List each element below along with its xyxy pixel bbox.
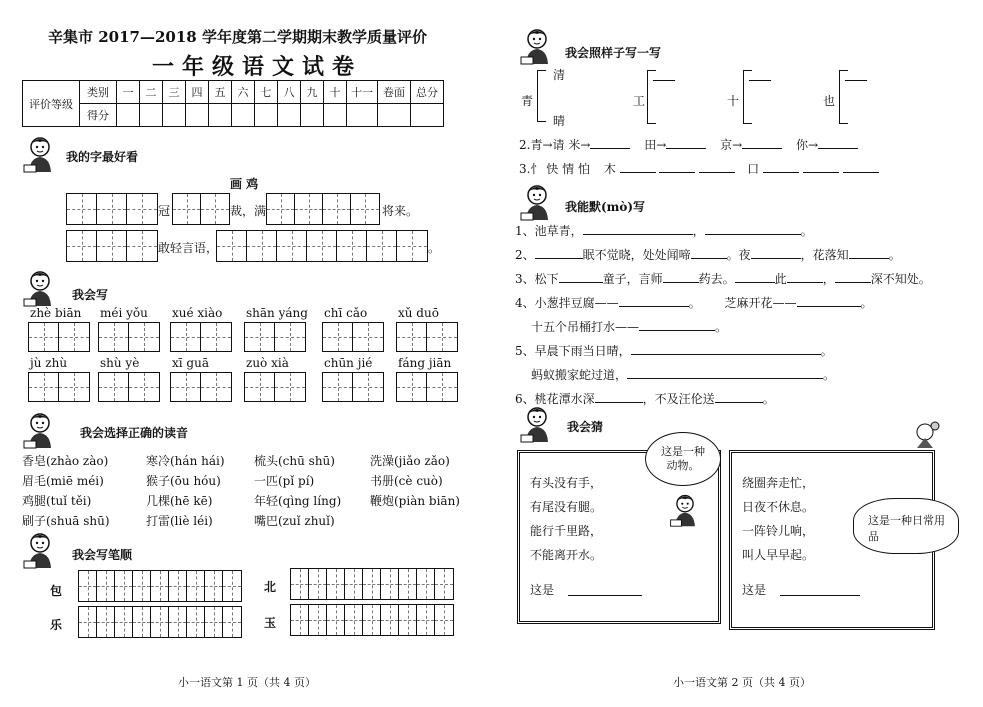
answer-label: 这是 <box>530 583 555 597</box>
stroke-order-char: 北 <box>264 580 277 594</box>
grade-col: 三 <box>163 81 186 104</box>
pronunciation-item[interactable]: 洗澡(jiǎo zǎo) <box>370 454 450 468</box>
recite-line: 十五个吊桶打水—— 。 <box>531 320 728 334</box>
riddle-line: 有尾没有腿。 <box>530 500 603 514</box>
tian-grid[interactable] <box>290 604 454 636</box>
score-cell[interactable] <box>411 104 444 127</box>
grade-col: 四 <box>186 81 209 104</box>
tian-grid[interactable] <box>66 230 158 262</box>
tian-grid[interactable] <box>78 606 242 638</box>
tian-grid[interactable] <box>98 322 160 352</box>
stroke-order-char: 乐 <box>50 618 63 632</box>
tian-grid[interactable] <box>244 372 306 402</box>
score-cell[interactable] <box>186 104 209 127</box>
pinyin-label: xǔ duō <box>398 306 439 320</box>
grade-col: 八 <box>278 81 301 104</box>
grade-col: 七 <box>255 81 278 104</box>
answer-brace[interactable] <box>743 70 752 124</box>
riddle-text <box>742 471 862 567</box>
section-heading: 我的字最好看 <box>66 150 139 164</box>
tian-grid[interactable] <box>172 193 230 225</box>
exam-page-2 <box>493 0 983 707</box>
tian-grid[interactable] <box>322 372 384 402</box>
grade-col: 六 <box>232 81 255 104</box>
student-writing-icon <box>20 134 60 174</box>
tian-grid[interactable] <box>170 372 232 402</box>
tian-grid[interactable] <box>396 372 458 402</box>
exam-subtitle: 一年级语文试卷 <box>152 54 363 80</box>
score-cell[interactable] <box>163 104 186 127</box>
pronunciation-item[interactable]: 梳头(chū shū) <box>254 454 335 468</box>
grade-col: 十一 <box>347 81 378 104</box>
score-cell[interactable] <box>140 104 163 127</box>
answer-brace[interactable] <box>647 70 656 124</box>
score-cell[interactable] <box>301 104 324 127</box>
recite-line: 5、早晨下雨当日晴， 。 <box>515 344 833 358</box>
riddle-line: 一阵铃儿响， <box>742 524 815 538</box>
page-footer: 小一语文第 1 页（共 4 页） <box>178 676 316 689</box>
pinyin-label: jù zhù <box>30 356 68 370</box>
tian-grid[interactable] <box>170 322 232 352</box>
section-heading: 我会写笔顺 <box>72 548 133 562</box>
riddle-line: 绕圈奔走忙， <box>742 476 815 490</box>
section-heading: 我能默(mò)写 <box>565 200 646 214</box>
pinyin-label: chī cǎo <box>324 306 368 320</box>
recite-line: 2、 眠不觉晓，处处闻啼 。夜 ，花落知 。 <box>515 248 901 262</box>
poem-text: 裁，满 <box>230 204 267 218</box>
tian-grid[interactable] <box>244 322 306 352</box>
exercise-line: 2.青→请 米→ 田→ 京→ 你→ <box>519 136 858 153</box>
speech-bubble: 这是一种动物。 <box>645 432 721 486</box>
pronunciation-item[interactable]: 鞭炮(piàn biān) <box>370 494 460 508</box>
stroke-order-char: 包 <box>50 584 63 598</box>
speech-bubble: 这是一种日常用品 <box>853 498 959 554</box>
score-cell[interactable] <box>324 104 347 127</box>
example-char: 青 <box>521 94 534 108</box>
answer-blank[interactable] <box>780 595 860 596</box>
base-char: 也 <box>823 94 836 108</box>
pronunciation-item[interactable]: 嘴巴(zuǐ zhuǐ) <box>254 514 335 528</box>
student-writing-icon <box>517 182 557 222</box>
grade-col: 九 <box>301 81 324 104</box>
exam-page-1 <box>0 0 490 707</box>
riddle-text <box>530 471 650 567</box>
grade-col: 五 <box>209 81 232 104</box>
recite-line: 6、桃花潭水深 ，不及汪伦送 。 <box>515 392 775 406</box>
pinyin-label: zuò xià <box>246 356 289 370</box>
score-cell[interactable] <box>278 104 301 127</box>
pronunciation-item[interactable]: 打雷(liè léi) <box>146 514 213 528</box>
tian-grid[interactable] <box>290 568 454 600</box>
pinyin-label: méi yǒu <box>100 306 148 320</box>
recite-line: 蚂蚁搬家蛇过道， 。 <box>531 368 836 382</box>
pinyin-label: shān yáng <box>246 306 308 320</box>
recite-line: 4、小葱拌豆腐—— 。 芝麻开花—— 。 <box>515 296 873 310</box>
tian-grid[interactable] <box>78 570 242 602</box>
pronunciation-item[interactable]: 几棵(hē kē) <box>146 494 213 508</box>
grade-col: 十 <box>324 81 347 104</box>
grade-col: 二 <box>140 81 163 104</box>
poem-text: 敢轻言语， <box>158 241 219 255</box>
poem-text: 冠 <box>158 204 171 218</box>
recite-line: 1、池草青， ， 。 <box>515 224 813 238</box>
poem-text: 。 <box>428 241 441 255</box>
example-char: 清 <box>553 68 566 82</box>
score-cell[interactable] <box>232 104 255 127</box>
pronunciation-item[interactable]: 猴子(ōu hóu) <box>146 474 221 488</box>
tian-grid[interactable] <box>28 372 90 402</box>
grade-label: 评价等级 <box>23 81 80 127</box>
page-footer: 小一语文第 2 页（共 4 页） <box>673 676 811 689</box>
score-cell[interactable] <box>347 104 378 127</box>
poem-text: 将来。 <box>382 204 419 218</box>
score-cell[interactable] <box>378 104 411 127</box>
section-heading: 我会照样子写一写 <box>565 46 662 60</box>
riddle-line: 日夜不休息。 <box>742 500 815 514</box>
tian-grid[interactable] <box>396 322 458 352</box>
pronunciation-item[interactable]: 年轻(qìng líng) <box>254 494 342 508</box>
pinyin-label: zhè biān <box>30 306 82 320</box>
student-thinking-icon <box>667 492 703 528</box>
grade-col: 一 <box>117 81 140 104</box>
exam-title: 辛集市 2017—2018 学年度第二学期期末教学质量评价 <box>48 28 427 46</box>
answer-blank[interactable] <box>568 595 642 596</box>
pinyin-label: xī guā <box>172 356 209 370</box>
riddle-line: 能行千里路， <box>530 524 603 538</box>
base-char: 工 <box>633 94 646 108</box>
pronunciation-item[interactable]: 书册(cè cuò) <box>370 474 443 488</box>
student-reading-icon <box>20 410 60 450</box>
score-label: 得分 <box>80 104 117 127</box>
tian-grid[interactable] <box>266 193 380 225</box>
grade-table <box>22 80 444 127</box>
section-heading: 我会写 <box>72 288 109 302</box>
grade-col: 卷面 <box>378 81 411 104</box>
student-writing-icon <box>20 268 60 308</box>
example-char: 晴 <box>553 114 566 128</box>
answer-brace[interactable] <box>839 70 848 124</box>
poem-title: 画 鸡 <box>230 177 259 191</box>
category-label: 类别 <box>80 81 117 104</box>
pronunciation-item[interactable]: 鸡腿(tuǐ těi) <box>22 494 92 508</box>
base-char: 十 <box>727 94 740 108</box>
cartoon-creature-icon <box>905 418 945 458</box>
pronunciation-item[interactable]: 香皂(zhào zào) <box>22 454 109 468</box>
tian-grid[interactable] <box>98 372 160 402</box>
student-writing-icon <box>20 530 60 570</box>
recite-line: 3、松下 童子，言师 药去。 此 ， 深不知处。 <box>515 272 931 286</box>
exercise-line: 3.忄 快 情 怕 木 口 <box>519 160 879 177</box>
grade-col: 总分 <box>411 81 444 104</box>
score-cell[interactable] <box>117 104 140 127</box>
section-heading: 我会猜 <box>567 420 604 434</box>
pinyin-label: shù yè <box>100 356 140 370</box>
score-cell[interactable] <box>255 104 278 127</box>
section-heading: 我会选择正确的读音 <box>80 426 189 440</box>
answer-label: 这是 <box>742 583 767 597</box>
tian-grid[interactable] <box>28 322 90 352</box>
tian-grid[interactable] <box>216 230 428 262</box>
score-cell[interactable] <box>209 104 232 127</box>
pronunciation-item[interactable]: 一匹(pǐ pí) <box>254 474 315 488</box>
pronunciation-item[interactable]: 眉毛(miē méi) <box>22 474 104 488</box>
pinyin-label: chūn jié <box>324 356 373 370</box>
student-writing-icon <box>517 26 557 66</box>
tian-grid[interactable] <box>322 322 384 352</box>
pinyin-label: fáng jiān <box>398 356 452 370</box>
tian-grid[interactable] <box>66 193 158 225</box>
riddle-line: 有头没有手， <box>530 476 603 490</box>
pronunciation-item[interactable]: 寒冷(hán hái) <box>146 454 225 468</box>
brace <box>537 70 546 122</box>
pinyin-label: xué xiào <box>172 306 223 320</box>
student-reading-icon <box>517 404 557 444</box>
riddle-line: 不能离开水。 <box>530 548 603 562</box>
riddle-line: 叫人早早起。 <box>742 548 815 562</box>
stroke-order-char: 玉 <box>264 616 277 630</box>
pronunciation-item[interactable]: 刷子(shuā shū) <box>22 514 110 528</box>
